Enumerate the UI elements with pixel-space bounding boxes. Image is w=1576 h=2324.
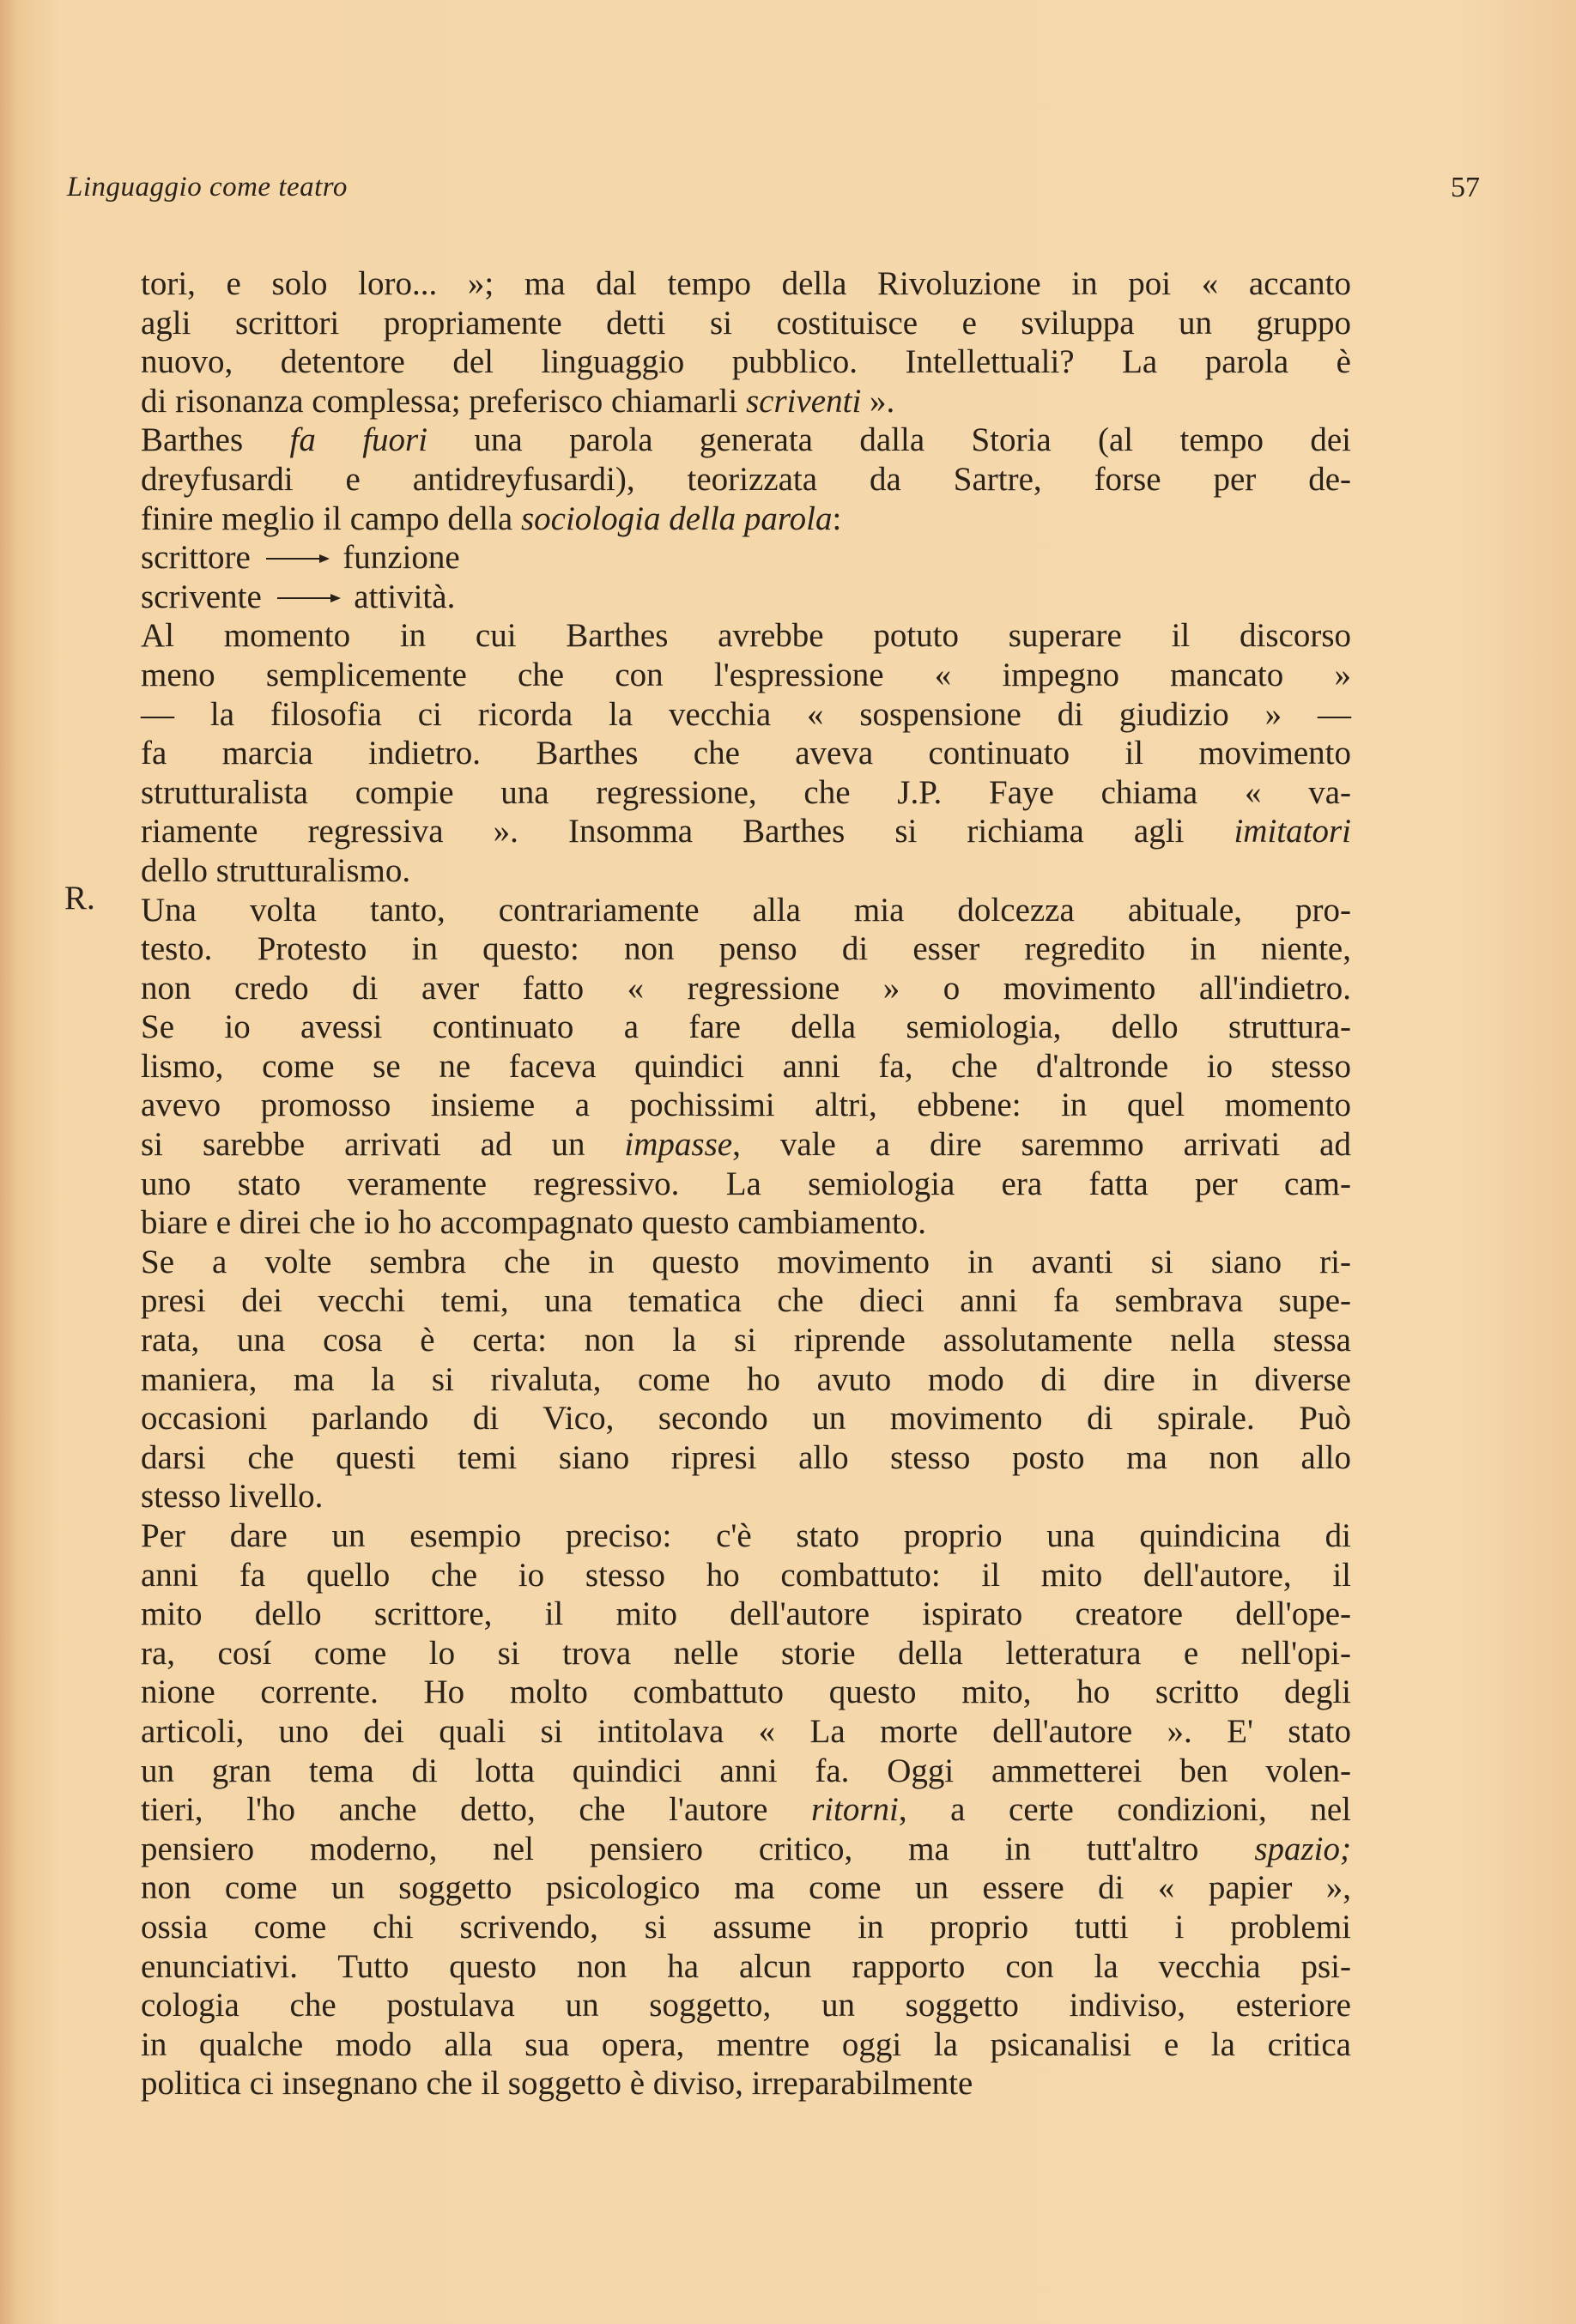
italic-term: ritorni bbox=[810, 1791, 899, 1829]
text-line: — la filosofia ci ricorda la vecchia « sospensione di giudizio » — bbox=[141, 695, 1351, 733]
italic-term: imitatori bbox=[1234, 813, 1351, 850]
text-line: Al momento in cui Barthes avrebbe potuto superare il discorso bbox=[141, 617, 1351, 655]
italic-term: fa fuori bbox=[289, 421, 428, 459]
text-line: pensiero moderno, nel pensiero critico, ma in tutt'altro spazio; bbox=[141, 1830, 1351, 1867]
text-line: rata, una cosa è certa: non la si riprende assolutamente nella stessa bbox=[141, 1322, 1351, 1359]
italic-term: scriventi bbox=[745, 382, 862, 420]
text-line: ra, cosí come lo si trova nelle storie della letteratura e nell'opi- bbox=[141, 1634, 1351, 1672]
text-line: darsi che questi temi siano ripresi allo stesso posto ma non allo bbox=[141, 1438, 1351, 1476]
text-line: meno semplicemente che con l'espressione « impegno mancato » bbox=[141, 656, 1351, 693]
italic-term: impasse bbox=[624, 1126, 733, 1164]
running-title: Linguaggio come teatro bbox=[67, 172, 348, 203]
text-line: occasioni parlando di Vico, secondo un movimento di spirale. Può bbox=[141, 1400, 1351, 1437]
text-line: maniera, ma la si rivaluta, come ho avuto modo di dire in diverse bbox=[141, 1360, 1351, 1398]
text-line: avevo promosso insieme a pochissimi altri, ebbene: in quel momento bbox=[141, 1086, 1351, 1124]
text-line: dreyfusardi e antidreyfusardi), teorizzata da Sartre, forse per de- bbox=[141, 460, 1351, 498]
text-line: scrivente attività. bbox=[141, 578, 456, 615]
arrow-icon bbox=[266, 558, 328, 560]
text-line: stesso livello. bbox=[141, 1478, 324, 1516]
text-line: scrittore funzione bbox=[141, 539, 460, 577]
text-line: enunciativi. Tutto questo non ha alcun rapporto con la vecchia psi- bbox=[141, 1947, 1351, 1985]
text-line: non come un soggetto psicologico ma come un essere di « papier », bbox=[141, 1869, 1351, 1907]
text-line: ossia come chi scrivendo, si assume in proprio tutti i problemi bbox=[141, 1908, 1351, 1946]
text-line: presi dei vecchi temi, una tematica che dieci anni fa sembrava supe- bbox=[141, 1282, 1351, 1320]
text-line: Se a volte sembra che in questo movimento in avanti si siano ri- bbox=[141, 1243, 1351, 1280]
text-line: cologia che postulava un soggetto, un soggetto indiviso, esteriore bbox=[141, 1987, 1351, 2024]
text-line: strutturalista compie una regressione, che J.P. Faye chiama « va- bbox=[141, 773, 1351, 811]
text-line: di risonanza complessa; preferisco chiamarli scriventi ». bbox=[141, 382, 895, 420]
text-line: un gran tema di lotta quindici anni fa. Oggi ammetterei ben volen- bbox=[141, 1752, 1351, 1789]
italic-term: sociologia della parola bbox=[520, 499, 833, 537]
text-line: lismo, come se ne faceva quindici anni fa, che d'altronde io stesso bbox=[141, 1047, 1351, 1085]
text-line: articoli, uno dei quali si intitolava « La morte dell'autore ». E' stato bbox=[141, 1712, 1351, 1750]
text-line: Barthes fa fuori una parola generata dalla Storia (al tempo dei bbox=[141, 421, 1351, 459]
text-line: politica ci insegnano che il soggetto è diviso, irreparabilmente bbox=[141, 2065, 973, 2103]
speaker-label: R. bbox=[64, 880, 95, 917]
text-line: anni fa quello che io stesso ho combattuto: il mito dell'autore, il bbox=[141, 1556, 1351, 1594]
text-line: si sarebbe arrivati ad un impasse, vale a dire saremmo arrivati ad bbox=[141, 1126, 1351, 1164]
text-line: biare e direi che io ho accompagnato questo cambiamento. bbox=[141, 1204, 927, 1242]
body-text bbox=[141, 264, 1351, 2103]
text-line: uno stato veramente regressivo. La semiologia era fatta per cam- bbox=[141, 1165, 1351, 1202]
text-line: tieri, l'ho anche detto, che l'autore ritorni, a certe condizioni, nel bbox=[141, 1791, 1351, 1829]
text-line: in qualche modo alla sua opera, mentre oggi la psicanalisi e la critica bbox=[141, 2025, 1351, 2063]
text-line: fa marcia indietro. Barthes che aveva continuato il movimento bbox=[141, 735, 1351, 772]
text-line: nione corrente. Ho molto combattuto questo mito, ho scritto degli bbox=[141, 1673, 1351, 1711]
arrow-icon bbox=[277, 597, 339, 599]
text-line: Una volta tanto, contrariamente alla mia dolcezza abituale, pro- bbox=[141, 891, 1351, 929]
text-line: Per dare un esempio preciso: c'è stato proprio una quindicina di bbox=[141, 1517, 1351, 1554]
text-line: agli scrittori propriamente detti si costituisce e sviluppa un gruppo bbox=[141, 304, 1351, 342]
text-line: tori, e solo loro... »; ma dal tempo della Rivoluzione in poi « accanto bbox=[141, 265, 1351, 302]
text-line: finire meglio il campo della sociologia della parola: bbox=[141, 499, 842, 537]
page-header bbox=[0, 172, 1576, 223]
text-line: Se io avessi continuato a fare della semiologia, dello struttura- bbox=[141, 1008, 1351, 1046]
text-line: nuovo, detentore del linguaggio pubblico. Intellettuali? La parola è bbox=[141, 343, 1351, 381]
italic-term: spazio; bbox=[1254, 1830, 1351, 1867]
text-line: riamente regressiva ». Insomma Barthes si richiama agli imitatori bbox=[141, 813, 1351, 850]
page-number: 57 bbox=[1451, 172, 1480, 203]
text-line: mito dello scrittore, il mito dell'autore ispirato creatore dell'ope- bbox=[141, 1595, 1351, 1633]
text-line: testo. Protesto in questo: non penso di esser regredito in niente, bbox=[141, 930, 1351, 968]
text-line: non credo di aver fatto « regressione » o movimento all'indietro. bbox=[141, 969, 1351, 1007]
text-line: dello strutturalismo. bbox=[141, 851, 411, 889]
